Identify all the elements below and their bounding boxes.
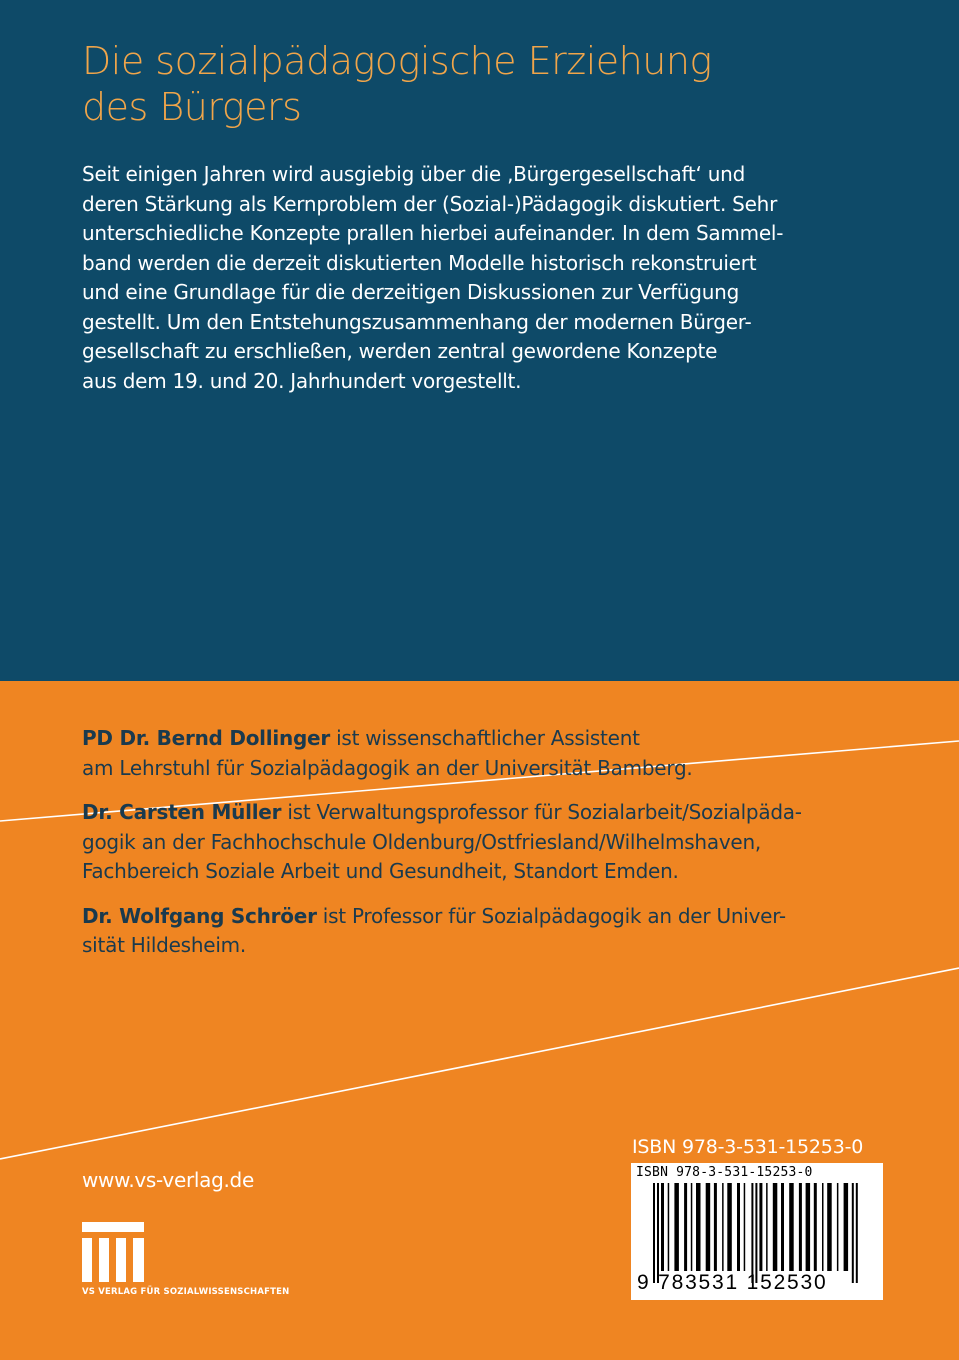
- description-line: deren Stärkung als Kernproblem der (Sozial-)Pädagogik diskutiert. Sehr: [82, 191, 778, 216]
- barcode-bar: [759, 1183, 762, 1271]
- barcode-bar: [799, 1183, 802, 1271]
- book-title: [82, 38, 902, 130]
- barcode-bar: [653, 1183, 655, 1283]
- barcode-bar: [737, 1183, 740, 1271]
- diagonal-line-lower: [0, 968, 959, 1159]
- author-bio: [82, 902, 882, 961]
- barcode-bar: [773, 1183, 778, 1271]
- barcode-bar: [755, 1183, 757, 1283]
- author-bio-line: [82, 902, 882, 932]
- description-line: aus dem 19. und 20. Jahrhundert vorgestellt.: [82, 368, 522, 393]
- barcode-bar: [781, 1183, 784, 1271]
- barcode-bar: [844, 1183, 849, 1271]
- title-line: Die sozialpädagogische Erziehung: [82, 39, 712, 83]
- author-bio-line: am Lehrstuhl für Sozialpädagogik an der Universität Bamberg.: [82, 755, 693, 780]
- isbn-label: ISBN 978-3-531-15253-0: [632, 1136, 864, 1158]
- barcode-bar: [852, 1183, 854, 1283]
- publisher-logo-text: VS VERLAG FÜR SOZIALWISSENSCHAFTEN: [82, 1287, 290, 1297]
- barcode-bar: [856, 1183, 858, 1283]
- barcode-bar: [684, 1183, 687, 1271]
- barcode-bar: [744, 1183, 746, 1271]
- author-bio-line: gogik an der Fachhochschule Oldenburg/Ostfriesland/Wilhelmshaven,: [82, 829, 762, 854]
- description-line: gesellschaft zu erschließen, werden zentral gewordene Konzepte: [82, 339, 718, 363]
- barcode-bar: [674, 1183, 679, 1271]
- author-bios: [82, 724, 882, 976]
- barcode-bar: [827, 1183, 832, 1271]
- barcode-bar: [691, 1183, 693, 1271]
- author-bio-text: ist Professor für Sozialpädagogik an der Univer-: [316, 903, 786, 928]
- description-line: gestellt. Um den Entstehungszusammenhang der modernen Bürger-: [82, 309, 752, 334]
- barcode-bar: [706, 1183, 711, 1271]
- barcode-bar: [696, 1183, 701, 1271]
- publisher-url[interactable]: www.vs-verlag.de: [82, 1168, 254, 1192]
- author-bio: [82, 724, 882, 783]
- description-line: unterschiedliche Konzepte prallen hierbei aufeinander. In dem Sammel-: [82, 221, 784, 245]
- barcode-bar: [789, 1183, 794, 1271]
- barcode-bar: [668, 1183, 670, 1271]
- author-name: Dr. Carsten Müller: [82, 800, 282, 824]
- description-line: und eine Grundlage für die derzeitigen Diskussionen zur Verfügung: [82, 280, 740, 304]
- barcode-bar: [714, 1183, 717, 1271]
- book-description: [82, 160, 872, 396]
- barcode-bar: [766, 1183, 768, 1271]
- author-bio-text: ist Verwaltungsprofessor für Sozialarbeit/Sozialpäda-: [281, 800, 802, 824]
- author-name: Dr. Wolfgang Schröer: [82, 903, 317, 928]
- barcode-digits: 9 783531 152530: [637, 1271, 828, 1294]
- author-bio-text: ist wissenschaftlicher Assistent: [329, 726, 640, 750]
- description-line: band werden die derzeit diskutierten Modelle historisch rekonstruiert: [82, 250, 757, 275]
- barcode-bar: [814, 1183, 817, 1271]
- barcode-bar: [822, 1183, 824, 1271]
- barcode-bar: [661, 1183, 664, 1271]
- barcode-bar: [727, 1183, 732, 1271]
- author-bio-line: [82, 798, 882, 828]
- author-name: PD Dr. Bernd Dollinger: [82, 726, 330, 750]
- barcode: [631, 1163, 883, 1300]
- barcode-bar: [806, 1183, 811, 1271]
- author-bio-line: [82, 724, 882, 754]
- barcode-bar: [722, 1183, 724, 1271]
- barcode-bar: [657, 1183, 659, 1283]
- barcode-bar: [751, 1183, 753, 1283]
- title-line: des Bürgers: [82, 85, 302, 129]
- description-line: Seit einigen Jahren wird ausgiebig über die ‚Bürgergesellschaft‘ und: [82, 162, 746, 186]
- barcode-bar: [837, 1183, 839, 1271]
- barcode-isbn-text: ISBN 978-3-531-15253-0: [636, 1165, 813, 1180]
- author-bio-line: sität Hildesheim.: [82, 933, 246, 957]
- author-bio-line: Fachbereich Soziale Arbeit und Gesundheit, Standort Emden.: [82, 859, 679, 883]
- author-bio: [82, 798, 882, 887]
